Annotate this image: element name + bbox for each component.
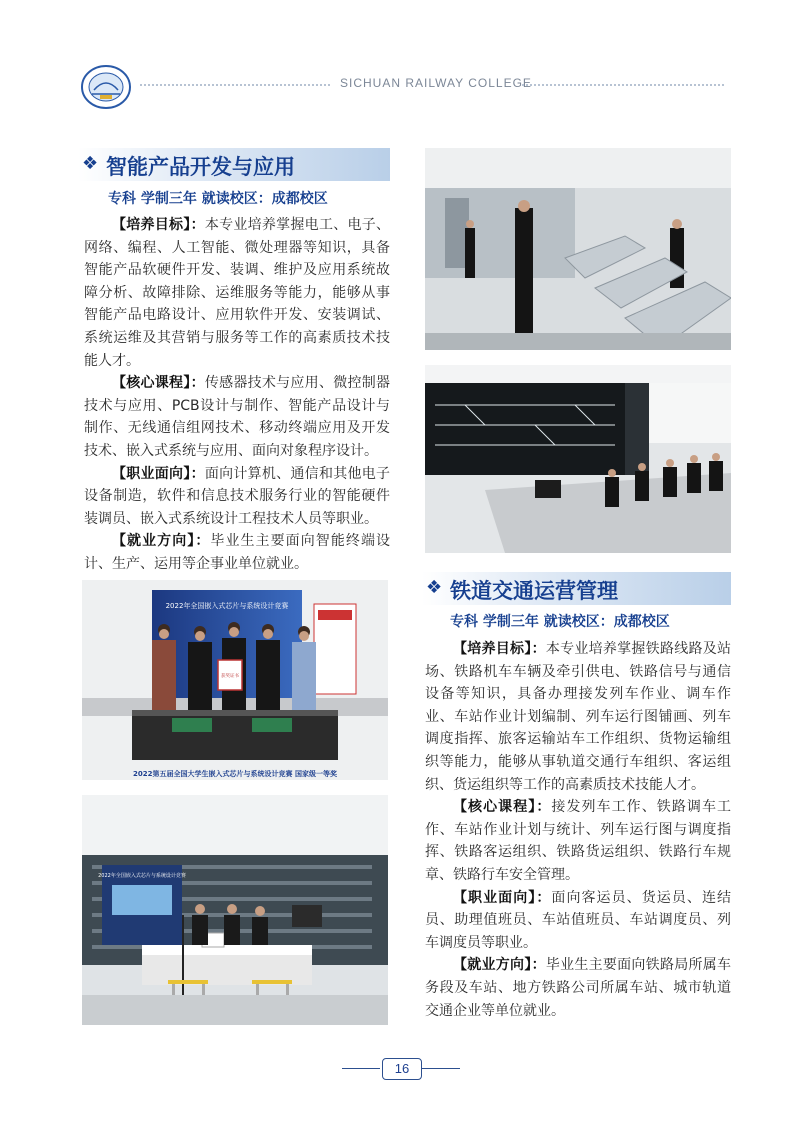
dispatch-center-photo <box>425 365 731 553</box>
diamond-bullet-icon: ❖ <box>82 153 99 174</box>
award-photo-caption: 2022第五届全国大学生嵌入式芯片与系统设计竞赛 国家级一等奖 <box>133 770 337 778</box>
paragraph-training-goal: 【培养目标】：本专业培养掌握电工、电子、网络、编程、人工智能、微处理器等知识，具备智能产品软硬件开发、装调、维护及应用系统故障分析、故障排除、运维服务等能力，能够从事智能产品电路设计、应用软件开发、安装调试、系统运维及其营销与服务等工作的高素质技术技能人才。 <box>84 217 391 369</box>
section-title: 铁道交通运营管理 <box>450 579 618 603</box>
section-subtitle: 专科 学制三年 就读校区：成都校区 <box>108 191 328 207</box>
paragraph-career-field: 【职业面向】：面向计算机、通信和其他电子设备制造，软件和信息技术服务行业的智能硬件装调员、嵌入式系统设计工程技术人员等职业。 <box>84 465 391 527</box>
paragraph-employment: 【就业方向】：毕业生主要面向智能终端设计、生产、运用等企事业单位就业。 <box>84 533 391 572</box>
lab-photo <box>82 795 388 1025</box>
paragraph-core-courses: 【核心课程】：传感器技术与应用、微控制器技术与应用、PCB设计与制作、智能产品设计与制作、无线通信组网技术、移动终端应用及开发技术、嵌入式系统与应用、面向对象程序设计。 <box>84 375 391 459</box>
award-certificate-text: 获奖证书 <box>221 674 239 679</box>
station-gates-photo <box>425 148 731 350</box>
section-subtitle: 专科 学制三年 就读校区：成都校区 <box>450 614 670 630</box>
paragraph-career-field: 【职业面向】：面向客运员、货运员、连结员、助理值班员、车站值班员、车站调度员、列车调度员等职业。 <box>425 889 732 951</box>
diamond-bullet-icon: ❖ <box>426 577 443 598</box>
lab-banner-text: 2022年全国嵌入式芯片与系统设计竞赛 <box>98 873 186 879</box>
award-photo <box>82 580 388 780</box>
header-divider-right <box>522 84 724 86</box>
header-college-name: SICHUAN RAILWAY COLLEGE <box>340 76 532 90</box>
section-body <box>84 214 390 576</box>
header-divider-left <box>140 84 330 86</box>
award-banner-text: 2022年全国嵌入式芯片与系统设计竞赛 <box>165 602 289 610</box>
paragraph-employment: 【就业方向】：毕业生主要面向铁路局所属车务段及车站、地方铁路公司所属车站、城市轨道交通企业等单位就业。 <box>425 957 732 1019</box>
section-body <box>425 638 731 1022</box>
section-title: 智能产品开发与应用 <box>106 155 295 179</box>
section-title-bar <box>422 572 731 605</box>
page-number: 16 <box>382 1058 422 1080</box>
footer-line-left <box>342 1068 380 1069</box>
paragraph-core-courses: 【核心课程】：接发列车工作、铁路调车工作、车站作业计划与统计、列车运行图与调度指挥、铁路客运组织、铁路货运组织、铁路行车规章、铁路行车安全管理。 <box>425 799 732 883</box>
college-logo <box>80 64 132 110</box>
paragraph-training-goal: 【培养目标】：本专业培养掌握铁路线路及站场、铁路机车车辆及牵引供电、铁路信号与通信设备等知识，具备办理接发列车作业、调车作业、车站作业计划编制、列车运行图铺画、列车调度指挥、旅客运输站车工作组织、货物运输组织等能力，能够从事轨道交通行车组织、客运组织、货运组织等工作的高素质技术技能人才。 <box>425 641 732 793</box>
section-title-bar <box>78 148 390 181</box>
footer-line-right <box>422 1068 460 1069</box>
